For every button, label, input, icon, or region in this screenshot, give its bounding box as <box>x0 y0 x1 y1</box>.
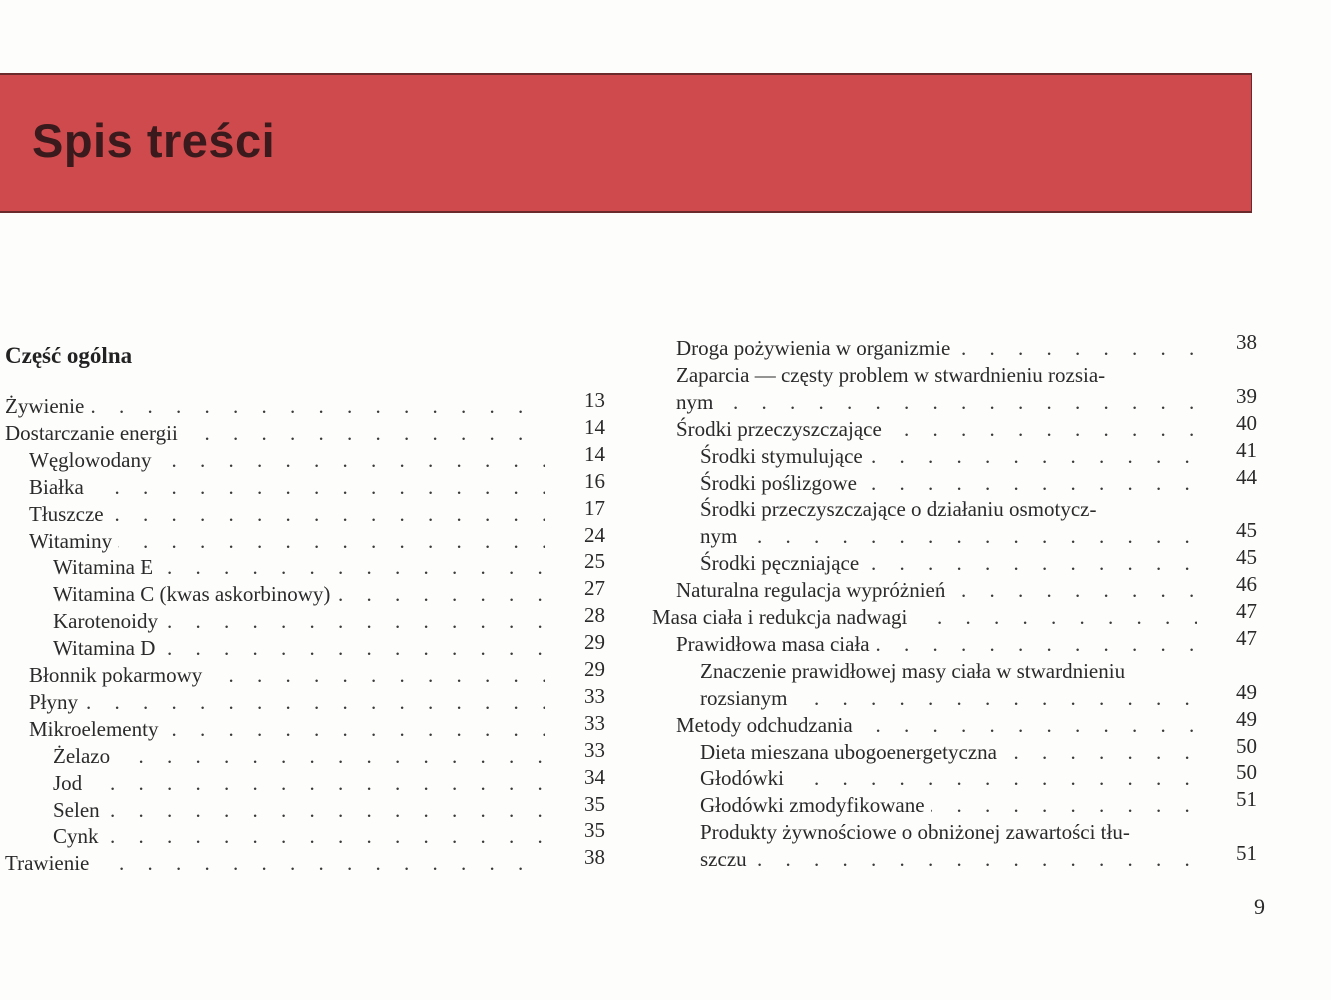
toc-entry-page-number: 49 <box>1236 706 1257 731</box>
dot-leader <box>676 389 1197 416</box>
toc-entry-label: Dieta mieszana ubogoenergetyczna <box>700 739 1003 766</box>
toc-entry <box>29 447 545 474</box>
toc-entry-label: Białka <box>29 474 90 501</box>
toc-entry-page-number: 29 <box>584 657 605 681</box>
dot-leader <box>29 689 545 716</box>
toc-entry <box>53 770 545 797</box>
toc-entry <box>53 635 545 662</box>
toc-entry <box>700 550 1197 577</box>
section-heading: Część ogólna <box>5 343 133 368</box>
toc-entry <box>5 850 545 877</box>
toc-entry-label: Selen <box>53 797 106 824</box>
toc-entry-label: Cynk <box>53 823 105 850</box>
toc-entry-page-number: 24 <box>584 522 605 547</box>
dot-leader <box>29 474 545 501</box>
toc-entry-page-number: 46 <box>1236 572 1257 597</box>
toc-entry-label: Błonnik pokarmowy <box>29 662 208 689</box>
toc-entry <box>29 474 545 501</box>
toc-entry-page-number: 25 <box>584 549 605 574</box>
toc-entry <box>5 393 545 420</box>
page-number: 9 <box>1254 894 1265 919</box>
toc-entry-label: Trawienie <box>5 850 95 877</box>
toc-entry-label: Mikroelementy <box>29 716 164 743</box>
toc-entry-label: Żywienie <box>5 393 90 420</box>
toc-entry <box>53 581 545 608</box>
toc-entry-label: Metody odchudzania <box>676 712 859 739</box>
toc-entry <box>29 716 545 743</box>
toc-entry-first-line: Produkty żywnościowe o obniżonej zawartości tłu- <box>700 820 1130 845</box>
toc-entry <box>676 389 1197 416</box>
dot-leader <box>53 823 545 850</box>
toc-entry-page-number: 28 <box>584 603 605 628</box>
toc-entry-label: Prawidłowa masa ciała <box>676 631 876 658</box>
toc-entry <box>676 335 1197 362</box>
toc-entry-page-number: 16 <box>584 468 605 493</box>
toc-entry <box>700 685 1197 712</box>
toc-entry-label: nym <box>700 523 743 550</box>
toc-entry-label: Środki poślizgowe <box>700 470 863 497</box>
toc-entry-label: Żelazo <box>53 743 116 770</box>
toc-entry-first-line: Znaczenie prawidłowej masy ciała w stwardnieniu <box>700 658 1126 683</box>
toc-entry-page-number: 41 <box>1236 437 1257 462</box>
toc-entry-page-number: 50 <box>1236 733 1257 758</box>
toc-entry-label: Karotenoidy <box>53 608 164 635</box>
toc-entry-page-number: 38 <box>584 845 605 870</box>
toc-entry-label: Witaminy <box>29 528 118 555</box>
toc-entry <box>53 823 545 850</box>
toc-entry-page-number: 45 <box>1236 518 1257 543</box>
toc-entry-label: Tłuszcze <box>29 501 110 528</box>
toc-entry-page-number: 14 <box>584 414 605 439</box>
toc-entry-label: Środki przeczyszczające <box>676 416 888 443</box>
toc-entry-label: Głodówki zmodyfikowane <box>700 792 931 819</box>
toc-entry-page-number: 45 <box>1236 545 1257 570</box>
toc-entry-page-number: 38 <box>1236 330 1257 354</box>
page-title: Spis treści <box>32 114 276 167</box>
toc-entry <box>700 846 1197 873</box>
toc-entry <box>29 501 545 528</box>
toc-entry-label: Jod <box>53 770 88 797</box>
toc-entry <box>29 528 545 555</box>
toc-entry-page-number: 33 <box>584 737 605 762</box>
toc-entry-page-number: 51 <box>1236 841 1257 866</box>
toc-entry <box>676 712 1197 739</box>
toc-entry <box>700 792 1197 819</box>
toc-entry <box>53 797 545 824</box>
toc-entry-label: nym <box>676 389 719 416</box>
toc-entry-page-number: 47 <box>1236 625 1257 650</box>
toc-entry <box>53 554 545 581</box>
dot-leader <box>53 770 545 797</box>
toc-entry-page-number: 39 <box>1236 383 1257 408</box>
toc-entry-page-number: 51 <box>1236 787 1257 812</box>
toc-entry <box>700 739 1197 766</box>
toc-entry-label: Masa ciała i redukcja nadwagi <box>652 604 913 631</box>
toc-entry <box>676 416 1197 443</box>
toc-entry-label: Witamina D <box>53 635 161 662</box>
toc-entry <box>53 608 545 635</box>
toc-entry <box>700 470 1197 497</box>
toc-entry-label: Płyny <box>29 689 84 716</box>
toc-entry-label: Węglowodany <box>29 447 157 474</box>
toc-entry-label: Głodówki <box>700 765 790 792</box>
dot-leader <box>53 797 545 824</box>
toc-entry-page-number: 49 <box>1236 679 1257 704</box>
toc-entry-page-number: 27 <box>584 576 605 601</box>
toc-entry <box>29 662 545 689</box>
dot-leader <box>53 743 545 770</box>
toc-entry <box>700 523 1197 550</box>
toc-entry-page-number: 33 <box>584 683 605 708</box>
toc-entry-page-number: 35 <box>584 791 605 816</box>
toc-entry-first-line: Zaparcia — częsty problem w stwardnieniu rozsia- <box>676 362 1106 387</box>
toc-entry-page-number: 40 <box>1236 410 1257 435</box>
toc-entry-label: Droga pożywienia w organizmie <box>676 335 956 362</box>
toc-entry-page-number: 29 <box>584 630 605 655</box>
dot-leader <box>700 846 1197 873</box>
dot-leader <box>700 523 1197 550</box>
toc-entry-page-number: 47 <box>1236 599 1257 623</box>
toc-entry-page-number: 14 <box>584 441 605 466</box>
toc-entry-page-number: 50 <box>1236 760 1257 785</box>
toc-entry-label: rozsianym <box>700 685 793 712</box>
toc-entry-label: Środki pęczniające <box>700 550 865 577</box>
toc-entry-label: Środki stymulujące <box>700 443 869 470</box>
toc-entry-label: Naturalna regulacja wypróżnień <box>676 577 951 604</box>
toc-entry-page-number: 34 <box>584 764 605 789</box>
toc-entry-page-number: 44 <box>1236 464 1257 489</box>
toc-entry <box>53 743 545 770</box>
toc-entry-label: Witamina E <box>53 554 159 581</box>
toc-entry-first-line: Środki przeczyszczające o działaniu osmotycz- <box>700 497 1097 522</box>
toc-entry-label: szczu <box>700 846 753 873</box>
toc-entry <box>700 765 1197 792</box>
toc-entry <box>676 631 1197 658</box>
toc-entry-page-number: 13 <box>584 388 605 412</box>
toc-entry-page-number: 17 <box>584 495 605 520</box>
toc-entry-page-number: 35 <box>584 818 605 843</box>
toc-entry-page-number: 33 <box>584 710 605 735</box>
toc-entry <box>29 689 545 716</box>
toc-entry <box>676 577 1197 604</box>
toc-entry-label: Witamina C (kwas askorbinowy) <box>53 581 336 608</box>
toc-entry <box>700 443 1197 470</box>
toc-entry <box>5 420 545 447</box>
title-band <box>0 73 1252 213</box>
toc-entry-label: Dostarczanie energii <box>5 420 184 447</box>
toc-entry <box>652 604 1197 631</box>
